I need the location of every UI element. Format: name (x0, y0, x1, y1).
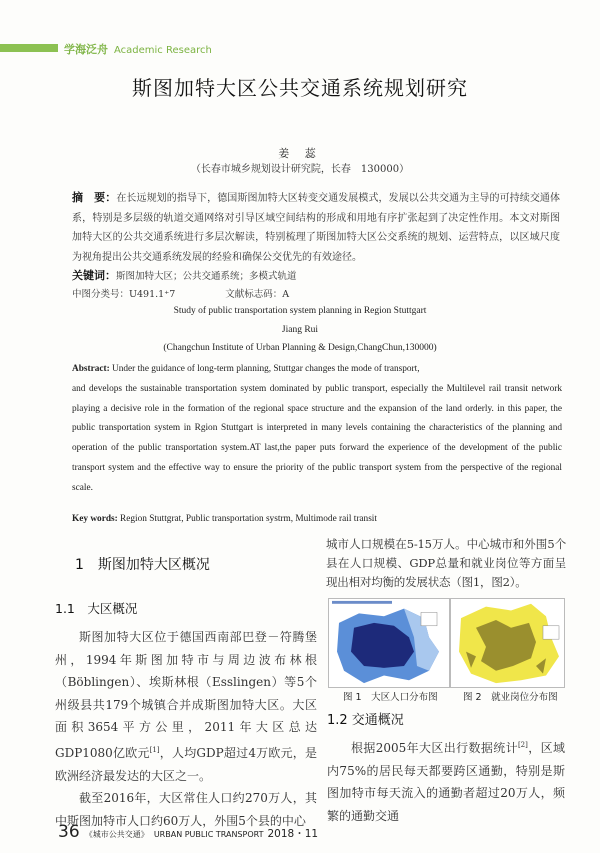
paragraph (55, 626, 317, 787)
figure-1-caption: 图 1 大区人口分布图 (343, 692, 438, 703)
subsection-heading-1-2: 1.2 交通概况 (327, 713, 404, 728)
paragraph-text: 斯图加特大区位于德国西南部巴登－符腾堡州，1994年斯图加特市与周边波布林根（Böblingen）、埃斯林根（Esslingen）等5个州级县共179个城镇合并成斯图加特大区。大区面积3654平方公里，2011年大区总达GDP1080亿欧元 (55, 630, 317, 760)
right-column-text (327, 734, 565, 827)
keywords-label: 关键词： (72, 269, 116, 282)
keywords-cn (72, 267, 297, 283)
document-code: 文献标志码：A (225, 289, 290, 300)
classification (72, 286, 289, 300)
left-column-text (55, 626, 317, 832)
abstract-label: 摘 要： (72, 191, 117, 204)
paragraph-text: 根据2005年大区出行数据统计 (351, 741, 518, 755)
journal-name-en: URBAN PUBLIC TRANSPORT (153, 830, 264, 839)
population-distribution-map (328, 598, 450, 688)
employment-distribution-map (450, 598, 565, 688)
keywords-text: 斯图加特大区；公共交通系统；多模式轨道 (116, 271, 297, 282)
paragraph-text: ，区域内75%的居民每天都要跨区通勤，特别是斯图加特市每天流入的通勤者超过20万人，频繁的通勤交通 (327, 741, 565, 823)
abstract-en (72, 360, 562, 499)
column-name-cn: 学海泛舟 (64, 43, 108, 56)
english-author: Jiang Rui (281, 325, 319, 335)
figure-2-caption: 图 2 就业岗位分布图 (463, 692, 558, 703)
clc-number: 中图分类号：U491.1⁺7 (72, 289, 176, 300)
column-accent-bar (0, 44, 58, 52)
issue-number: 2018・11 (267, 828, 319, 840)
author: 姜 蕊 (278, 147, 322, 160)
keywords-en (72, 514, 377, 524)
paragraph (327, 734, 565, 827)
abstract-cn (72, 188, 560, 267)
column-label (64, 41, 212, 57)
section-heading-1: 1 斯图加特大区概况 (75, 557, 210, 573)
keywords-en-label: Key words: (72, 514, 118, 524)
article-title: 斯图加特大区公共交通系统规划研究 (132, 76, 468, 100)
journal-name-cn: 《城市公共交通》 (84, 830, 149, 839)
abstract-en-text: and develops the sustainable transportation system dominated by public transport, especially the Multilevel rail transit network playing a decisive role in the formation of the regional space structure and the expansion of the land orderly. in this paper, the public transportation system in Rgion Stuttgart is interpreted in many levels containing the characteristics of the planning and operation of the public transportation system.AT last,the paper puts forward the experience of the development of the public transport system and the effective way to ensure the priority of the public transport system from the perspective of the regional scale. (72, 383, 562, 493)
citation: [1] (149, 745, 160, 754)
page-number: 36 (58, 822, 80, 842)
abstract-text: 在长远规划的指导下，德国斯图加特大区转变交通发展模式，发展以公共交通为主导的可持续交通体系，特别是多层级的轨道交通网络对引导区域空间结构的形成和用地有序扩张起到了决定性作用。本文对斯图加特大区的公共交通系统进行多层次解读，特别梳理了斯图加特大区公交系统的规划、运营特点，以区域尺度为视角提出公共交通系统发展的经验和确保公交优先的有效途径。 (72, 193, 561, 263)
citation: [2] (517, 741, 528, 749)
paragraph-text: ，人均GDP超过4万欧元，是欧洲经济最发达的大区之一。 (55, 745, 317, 783)
paragraph: 截至2016年，大区常住人口约270万人，其中斯图加特市人口约60万人，外围5个县的中心 (55, 791, 317, 828)
keywords-en-text: Region Stuttgrat, Public transportation systrm, Multimode rail transit (120, 514, 377, 524)
affiliation: （长春市城乡规划设计研究院，长春 130000） (190, 164, 410, 175)
right-column-continued-text: 城市人口规模在5-15万人。中心城市和外围5个县在人口规模、GDP总量和就业岗位等方面呈现出相对均衡的发展状态（图1，图2）。 (326, 537, 566, 589)
column-name-en: Academic Research (114, 45, 212, 56)
english-title: Study of public transportation system planning in Region Stuttgart (173, 306, 427, 316)
page-footer (58, 822, 318, 842)
abstract-en-first-line: Under the guidance of long-term planning, Stuttgar changes the mode of transport, (112, 364, 420, 374)
abstract-en-label: Abstract: (72, 364, 110, 374)
subsection-heading-1-1: 1.1 大区概况 (55, 601, 138, 616)
english-affiliation: (Changchun Institute of Urban Planning & Design,ChangChun,130000) (163, 343, 437, 353)
